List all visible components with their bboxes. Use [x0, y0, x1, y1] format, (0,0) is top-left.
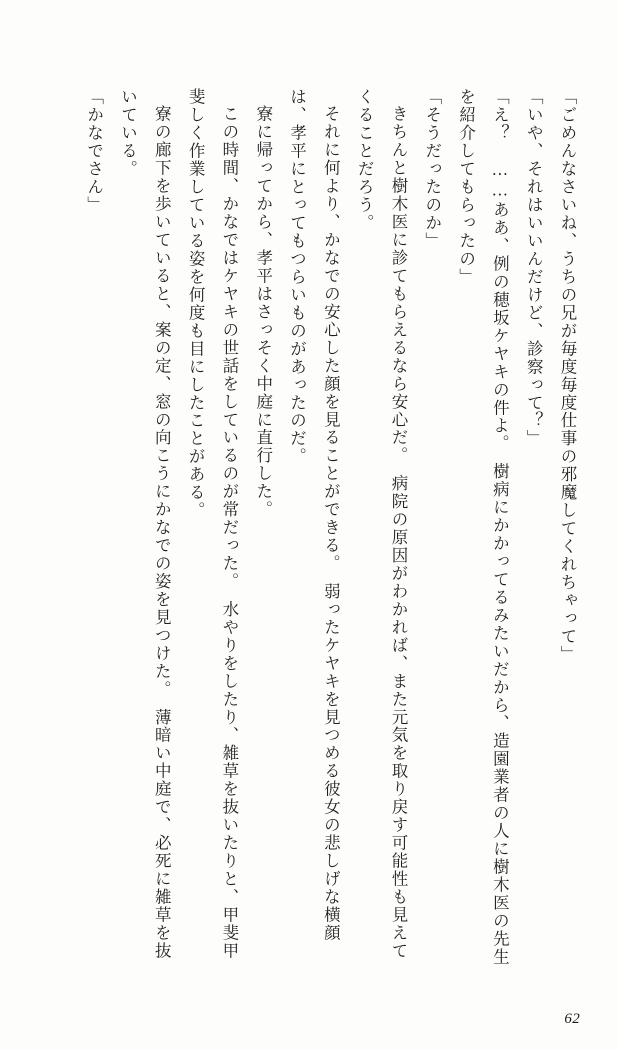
paragraph: きちんと樹木医に診てもらえるなら安心だ。 病院の原因がわかれば、また元気を取り戻す可能性も見えてくることだろう。: [355, 88, 408, 960]
paragraph: この時間、かなではケヤキの世話をしているのが常だった。 水やりをしたり、雑草を抜いたりと、甲斐甲斐しく作業している姿を何度も目にしたことがある。: [186, 88, 239, 960]
paragraph: 「ごめんなさいね、うちの兄が毎度毎度仕事の邪魔してくれちゃって」: [558, 88, 577, 664]
page-number: 62: [564, 1011, 580, 1027]
paragraph: 「そうだったのか」: [422, 88, 442, 250]
paragraph: 「かなでさん」: [84, 88, 104, 214]
paragraph: 寮の廊下を歩いていると、案の定、窓の向こうにかなでの姿を見つけた。 薄暗い中庭で、必死に雑草を抜いている。: [118, 88, 172, 960]
paragraph: 寮に帰ってから、孝平はさっそく中庭に直行した。: [253, 104, 273, 519]
vertical-text-body: [60, 88, 584, 968]
paragraph: 「いや、それはいいんだけど、診察って？」: [524, 88, 544, 448]
paragraph: 「え？ ……ああ、例の穂坂ケヤキの件よ。 樹病にかかってるみたいだから、造園業者の人に樹木医の先生を紹介してもらったの」: [456, 88, 510, 967]
paragraph: それに何より、かなでの安心した顔を見ることができる。 弱ったケヤキを見つめる彼女の悲しげな横顔は、孝平にとってもつらいものがあったのだ。: [287, 88, 341, 942]
